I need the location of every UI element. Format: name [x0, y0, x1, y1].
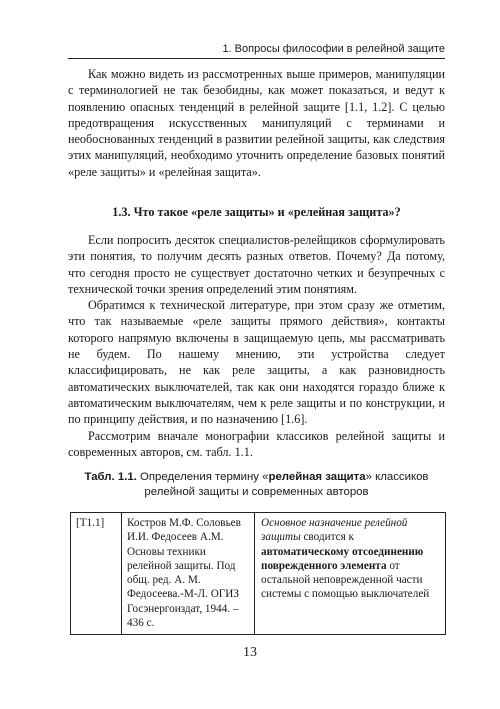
table-caption-label: Табл. 1.1.: [84, 471, 137, 483]
definition-bold: автоматическому отсоединению поврежденного элемента: [261, 545, 424, 572]
definition-italic: Основное назначение релейной защиты: [261, 517, 408, 544]
definition-plain-2: от остальной неповрежденной части системы с помощью выключателей: [261, 559, 430, 601]
paragraph-2: Обратимся к технической литературе, при этом сразу же отметим, что так называемые «реле защиты прямого действия», контакты которого напрямую включены в защищаемую цепь, мы рассматривать не будем. По нашему мнению, эти устройства следует классифицировать, не как реле защиты, а как разновидность автоматических выключателей, так как они находятся гораздо ближе к автоматическим выключателям, чем к реле защиты и по конструкции, и по принципу действия, и по назначению [1.6].: [68, 298, 445, 427]
table-caption-text-after: » классиков релейной защиты и современных авторов: [144, 471, 429, 498]
definition-plain-1: сводится к: [300, 531, 354, 544]
table-cell-id: [Т1.1]: [71, 513, 122, 635]
table-cell-definition: [255, 513, 446, 635]
table-caption-term: релейная защита: [268, 471, 366, 483]
paragraph-3: Рассмотрим вначале монографии классиков релейной защиты и современных авторов, см. табл. 1.1.: [68, 428, 445, 459]
definitions-table: [70, 512, 446, 635]
table-row: [71, 513, 446, 635]
section-body: [68, 232, 445, 460]
intro-paragraph: Как можно видеть из рассмотренных выше примеров, манипуляции с терминологией не так безобидны, как может показаться, и ведут к появлению опасных тенденций в релейной защите [1.1, 1.2]. С целью предотвращения искусственных манипуляций с терминами и необоснованных тенденций в развитии релейной защиты, как следствия этих манипуляций, необходимо уточнить определение базовых понятий «реле защиты» и «релейная защита».: [68, 67, 445, 179]
page-number: 13: [243, 645, 257, 660]
paragraph-1: Если попросить десяток специалистов-релейщиков сформулировать эти понятия, то получим десять разных ответов. Почему? Да потому, что сегодня просто не существует достаточно четких и безупречных с технической точки зрения определений этим понятиям.: [68, 233, 445, 296]
table-cell-source: Костров М.Ф. Соловьев И.И. Федосеев А.М. Основы техники релейной защиты. Под общ. ред. А. М. Федосеева.-М-Л. ОГИЗ Госэнергоиздат, 1944. – 436 с.: [122, 513, 255, 635]
running-header: 1. Вопросы философии в релейной защите: [68, 42, 445, 59]
table-caption: [68, 470, 445, 500]
table-caption-text-before: Определения термину «: [136, 471, 269, 483]
intro-paragraph-block: [68, 66, 445, 180]
section-heading: 1.3. Что такое «реле защиты» и «релейная защита»?: [112, 205, 401, 219]
